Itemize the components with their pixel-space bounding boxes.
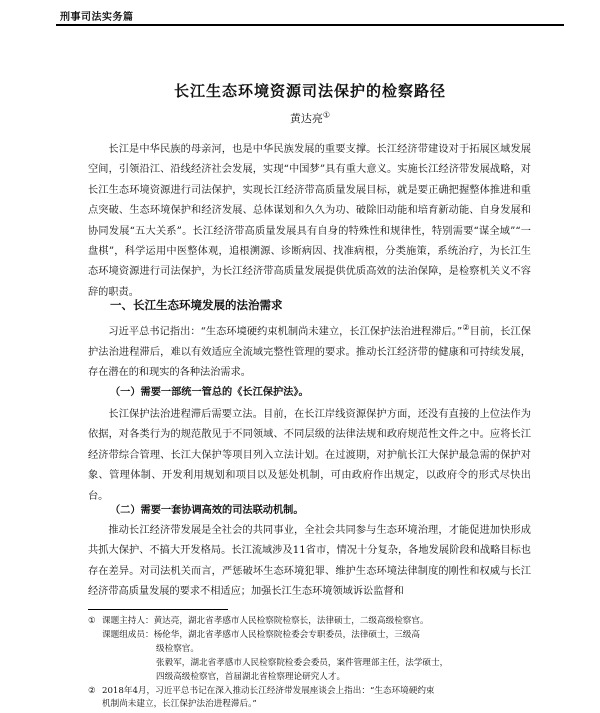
subsection2-paragraph: 推动长江经济带发展是全社会的共同事业，全社会共同参与生态环境治理，才能促进加快形成共抓大保护、不搞大开发格局。长江流域涉及11省市，情况十分复杂，各地发展阶段和战略目标也存在差异。对司法机关而言，严惩破坏生态环境犯罪、维护生态环境法律制度的刚性和权威与长江经济带高质量发展的要求不相适应；加强长江生态环境领域诉讼监督和 bbox=[88, 525, 531, 598]
intro-paragraph: 长江是中华民族的母亲河，也是中华民族发展的重要支撑。长江经济带建设对于拓展区域发展空间，引领沿江、沿线经济社会发展，实现“中国梦”具有重大意义。实施长江经济带发展战略，对长江生态环境资源进行司法保护，实现长江经济带高质量发展目标，就是要正确把握整体推进和重点突破、生态环境保护和经济发展、总体谋划和久久为功、破除旧动能和培育新动能、自身发展和协同发展“五大关系”。长江经济带高质量发展具有自身的特殊性和规律性，特别需要“谋全域”“一盘棋”，科学运用中医整体观，追根溯源、诊断病因、找准病根，分类施策，系统治疗，为长江生态环境资源进行司法保护，为长江经济带高质量发展提供优质高效的法治保障，是检察机关义不容辞的职责。 bbox=[88, 144, 531, 298]
running-header: 刑事司法实务篇 bbox=[60, 12, 134, 23]
footnote-1-marker: ① bbox=[88, 616, 96, 626]
section1-paragraph bbox=[88, 318, 531, 384]
footnote-ref-2: ② bbox=[462, 323, 470, 332]
footnote-1-line-4: 张毅军，湖北省孝感市人民检察院检委会委员，案件管理部主任，法学硕士， bbox=[156, 658, 449, 668]
author-footnote-marker: ① bbox=[322, 110, 331, 120]
subsection-heading-1: （一）需要一部统一管总的《长江保护法》。 bbox=[110, 387, 309, 398]
footnote-2-line-1 bbox=[88, 685, 544, 699]
footnote-2-marker: ② bbox=[88, 686, 96, 696]
author-name: 黄达亮 bbox=[289, 112, 323, 125]
footnote-1-line-1 bbox=[88, 615, 544, 629]
footnote-1-text-1: 课题主持人：黄达亮，湖北省孝感市人民检察院检察长，法律硕士，二级高级检察官。 bbox=[102, 616, 429, 626]
article-author bbox=[56, 110, 564, 126]
subsection-heading-2: （二）需要一套协调高效的司法联动机制。 bbox=[110, 505, 304, 516]
footnote-1-line-5: 四级高级检察官，首届湖北省检察理论研究人才。 bbox=[156, 672, 346, 682]
header-divider bbox=[56, 24, 564, 26]
section1-paragraph-part-b: 目前，长江保护法治进程滞后，难以有效适应全流域完整性管理的要求。推动长江经济带的健康和可持续发展，存在潜在的和现实的各种法治需求。 bbox=[88, 326, 531, 379]
footnote-1-line-2: 课题组成员：杨伦华，湖北省孝感市人民检察院检委会专职委员，法律硕士，三级高 bbox=[102, 630, 420, 640]
section-heading-1: 一、长江生态环境发展的法治需求 bbox=[110, 298, 283, 312]
footnote-2-line-2: 机制尚未建立，长江保护法治进程滞后。” bbox=[102, 699, 257, 709]
section1-paragraph-part-a: 习近平总书记指出：“生态环境硬约束机制尚未建立，长江保护法治进程滞后。” bbox=[108, 326, 463, 338]
article-title: 长江生态环境资源司法保护的检察路径 bbox=[173, 82, 446, 100]
footnote-1-line-3: 级检察官。 bbox=[156, 644, 199, 654]
subsection1-paragraph: 长江保护法治进程滞后需要立法。目前，在长江岸线资源保护方面，还没有直接的上位法作为依据，对各类行为的规范散见于不同领域、不同层级的法律法规和政府规范性文件之中。应将长江经济带综合管理、长江大保护等项目列入立法计划。在过渡期，对护航长江大保护最急需的保护对象、管理体制、开发利用规划和项目以及惩处机制，可由政府作出规定，以政府令的形式尽快出台。 bbox=[88, 409, 531, 502]
footnote-divider bbox=[88, 609, 228, 610]
footnote-2-text-1: 2018年4月，习近平总书记在深入推动长江经济带发展座谈会上指出：“生态环境硬约束 bbox=[102, 686, 435, 696]
